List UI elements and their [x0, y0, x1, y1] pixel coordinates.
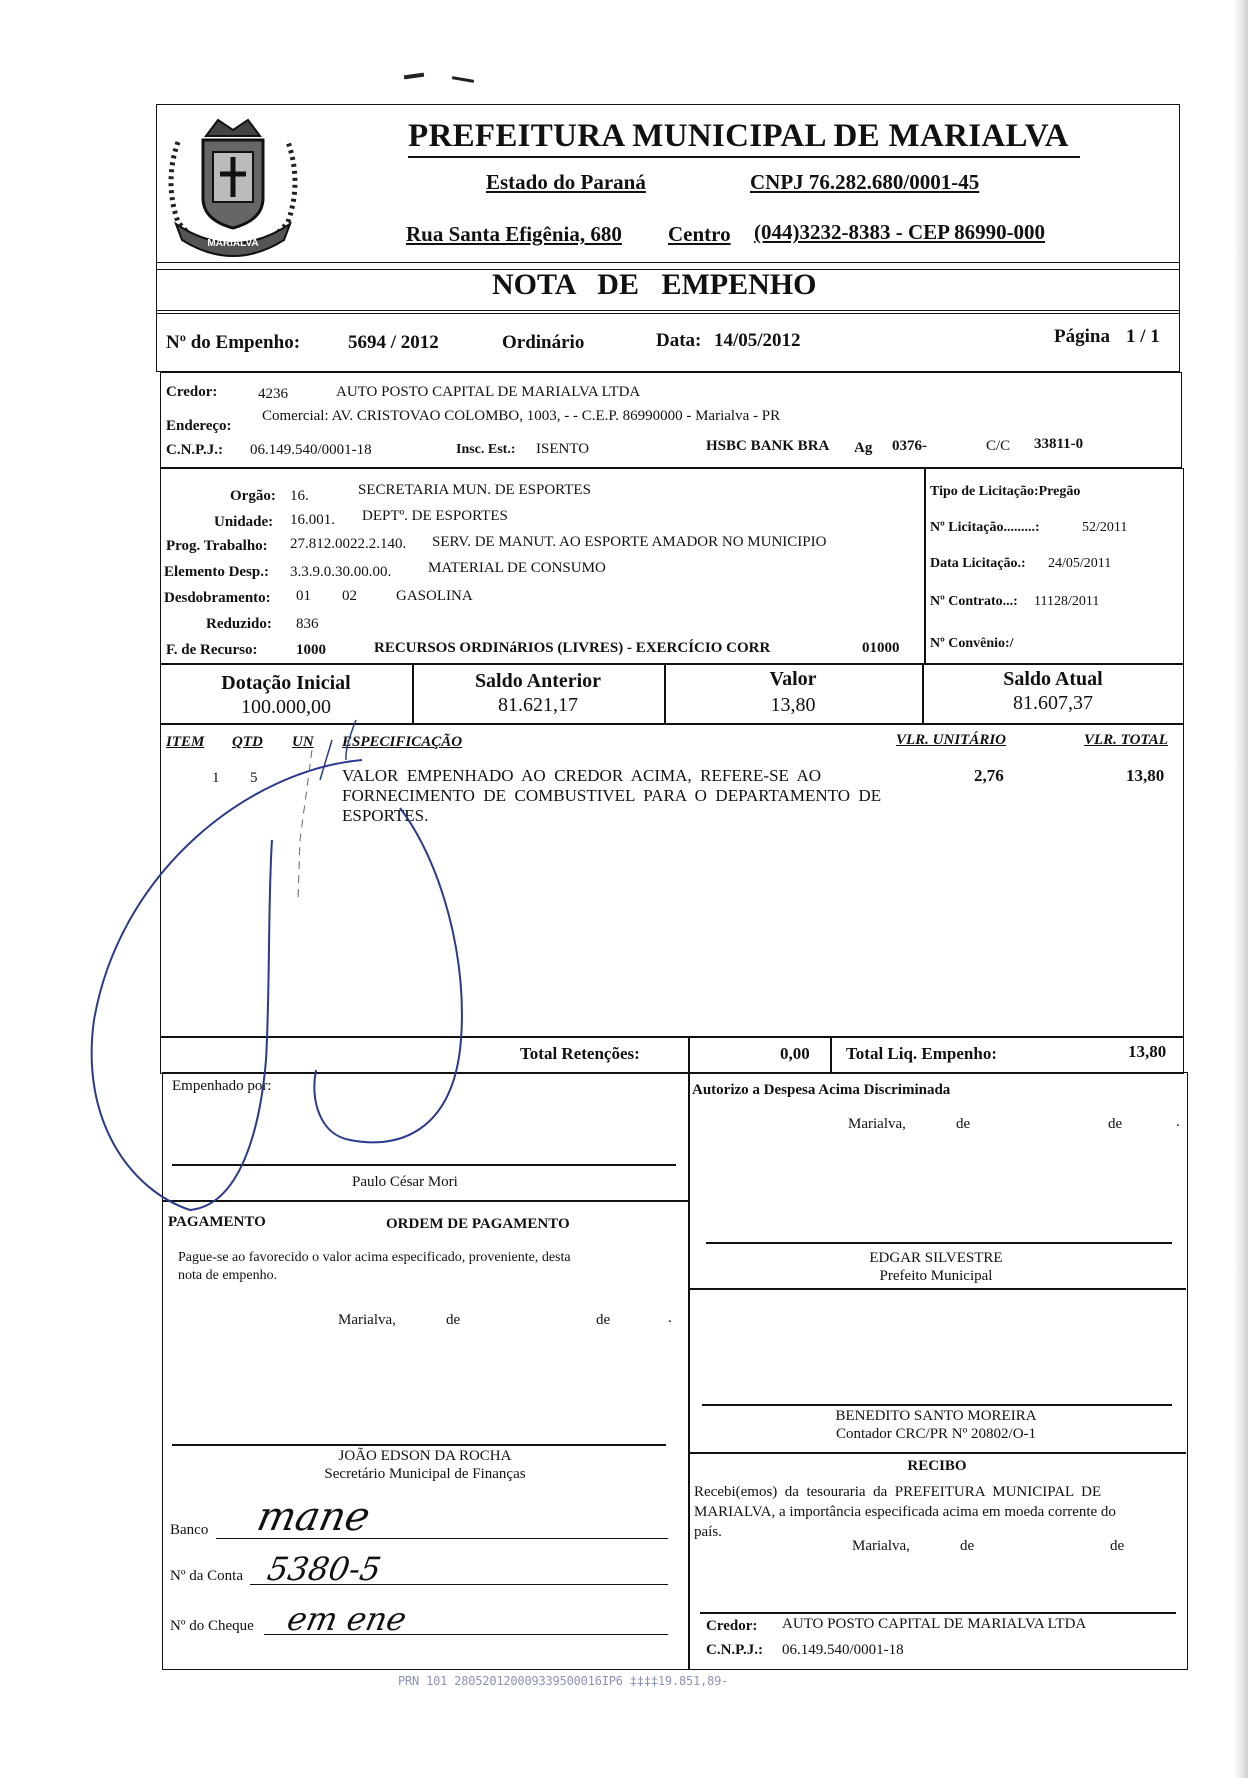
- saldo-atual-label: Saldo Atual: [1003, 668, 1103, 690]
- banco-label: Banco: [170, 1522, 209, 1538]
- autorizo-city: Marialva,: [848, 1116, 906, 1132]
- data-licitacao-value: 24/05/2011: [1048, 556, 1112, 571]
- unidade-label: Unidade:: [214, 514, 274, 530]
- banco-handwritten: mane: [253, 1494, 375, 1540]
- contador-role: Contador CRC/PR Nº 20802/O-1: [835, 1426, 1037, 1442]
- prefeito-role: Prefeito Municipal: [879, 1268, 993, 1284]
- recibo-de-2: de: [1110, 1538, 1125, 1554]
- cheque-handwritten: em ene: [283, 1600, 410, 1638]
- recibo-credor-label: Credor:: [706, 1618, 758, 1634]
- signature-line: [172, 1164, 676, 1166]
- signature-line: [706, 1242, 1172, 1244]
- orgao-name: SECRETARIA MUN. DE ESPORTES: [358, 482, 591, 498]
- pagamento-text-1: Pague-se ao favorecido o valor acima especificado, proveniente, desta: [178, 1250, 571, 1265]
- prog-code: 27.812.0022.2.140.: [290, 536, 407, 552]
- prefeito-name: EDGAR SILVESTRE: [869, 1250, 1003, 1266]
- recurso-num: 01000: [862, 640, 900, 656]
- pagamento-de-1: de: [446, 1312, 461, 1328]
- total-retencoes-value: 0,00: [780, 1044, 810, 1063]
- convenio: Nº Convênio:/: [930, 636, 1014, 651]
- num-licitacao-value: 52/2011: [1082, 520, 1128, 535]
- recurso-name: RECURSOS ORDINáRIOS (LIVRES) - EXERCÍCIO CORR: [374, 640, 771, 656]
- dotacao-inicial-label: Dotação Inicial: [221, 672, 351, 694]
- recibo-text-1: Recebi(emos) da tesouraria da PREFEITURA MUNICIPAL DE: [694, 1484, 1102, 1500]
- saldo-anterior-label: Saldo Anterior: [474, 670, 602, 692]
- endereco-value: Comercial: AV. CRISTOVAO COLOMBO, 1003, - - C.E.P. 86990000 - Marialva - PR: [262, 408, 781, 424]
- licitacao-divider: [924, 468, 926, 664]
- conta-handwritten: 5380-5: [264, 1550, 384, 1588]
- saldo-atual-value: 81.607,37: [1013, 692, 1093, 714]
- ordem-pagamento-title: ORDEM DE PAGAMENTO: [386, 1216, 570, 1232]
- signature-line: [702, 1404, 1172, 1406]
- desdobramento-name: GASOLINA: [396, 588, 473, 604]
- footer-stamp: PRN 101 280520120009339500016IP6 ‡‡‡‡19.851,89-: [398, 1674, 729, 1688]
- orgao-code: 16.: [290, 488, 309, 504]
- credor-label: Credor:: [166, 384, 218, 400]
- elemento-name: MATERIAL DE CONSUMO: [428, 560, 606, 576]
- date-label: Data:: [656, 330, 702, 351]
- scan-mark: [404, 73, 424, 80]
- recibo-credor-value: AUTO POSTO CAPITAL DE MARIALVA LTDA: [782, 1616, 1087, 1632]
- contador-name: BENEDITO SANTO MOREIRA: [835, 1408, 1037, 1424]
- header-district: Centro: [668, 222, 731, 246]
- num-licitacao-label: Nº Licitação.........:: [930, 520, 1040, 535]
- bank-ag-label: Ag: [854, 440, 873, 456]
- insc-value: ISENTO: [536, 441, 590, 457]
- desdobramento-label: Desdobramento:: [164, 590, 271, 606]
- orgao-label: Orgão:: [230, 488, 276, 504]
- empenho-value: 5694 / 2012: [348, 332, 439, 353]
- prog-label: Prog. Trabalho:: [166, 538, 268, 554]
- page-value: 1 / 1: [1126, 326, 1160, 347]
- secretario-role: Secretário Municipal de Finanças: [324, 1466, 526, 1482]
- desdobramento-1: 01: [296, 588, 311, 604]
- tipo-licitacao: Tipo de Licitação:Pregão: [930, 484, 1081, 499]
- contrato-value: 11128/2011: [1034, 594, 1100, 609]
- header-title: PREFEITURA MUNICIPAL DE MARIALVA: [408, 118, 1069, 154]
- header-phone-cep: (044)3232-8383 - CEP 86990-000: [754, 220, 1046, 244]
- col-un: UN: [292, 734, 314, 750]
- signature-line: [700, 1612, 1176, 1614]
- autorizo-label: Autorizo a Despesa Acima Discriminada: [692, 1082, 951, 1098]
- date-value: 14/05/2012: [714, 330, 801, 351]
- recibo-city: Marialva,: [852, 1538, 910, 1554]
- header-state: Estado do Paraná: [486, 170, 646, 194]
- elemento-label: Elemento Desp.:: [164, 564, 269, 580]
- saldo-anterior-value: 81.621,17: [498, 694, 578, 716]
- elemento-code: 3.3.9.0.30.00.00.: [290, 564, 392, 580]
- doc-title: NOTA DE EMPENHO: [492, 268, 817, 301]
- scan-edge: [1234, 0, 1248, 1778]
- pagamento-text-2: nota de empenho.: [178, 1268, 278, 1283]
- autorizo-de-1: de: [956, 1116, 971, 1132]
- empenho-type: Ordinário: [502, 332, 585, 353]
- totals-divider: [688, 1036, 690, 1074]
- totals-box: [160, 1036, 1184, 1074]
- col-total: VLR. TOTAL: [1084, 732, 1168, 748]
- recibo-title: RECIBO: [907, 1458, 967, 1474]
- empenho-label: Nº do Empenho:: [166, 332, 301, 353]
- credor-cnpj-label: C.N.P.J.:: [166, 442, 223, 458]
- recurso-code: 1000: [296, 642, 326, 658]
- insc-label: Insc. Est.:: [456, 442, 516, 457]
- header-cnpj: CNPJ 76.282.680/0001-45: [750, 170, 980, 194]
- row-espec-line-1: VALOR EMPENHADO AO CREDOR ACIMA, REFERE-SE AO: [342, 766, 822, 785]
- col-espec: ESPECIFICAÇÃO: [342, 734, 463, 750]
- row-qtd: 5: [250, 770, 258, 786]
- valor-value: 13,80: [770, 694, 816, 716]
- secretario-name: JOÃO EDSON DA ROCHA: [338, 1448, 512, 1464]
- scan-mark: [452, 76, 474, 83]
- data-licitacao-label: Data Licitação.:: [930, 556, 1026, 571]
- reduzido-label: Reduzido:: [206, 616, 272, 632]
- autorizo-dot: .: [1176, 1114, 1180, 1130]
- bank-ag-value: 0376-: [892, 438, 927, 454]
- recibo-text-3: país.: [694, 1524, 722, 1540]
- recurso-label: F. de Recurso:: [166, 642, 258, 658]
- recibo-text-2: MARIALVA, a importância especificada acima em moeda corrente do: [694, 1504, 1116, 1520]
- total-liq-label: Total Liq. Empenho:: [846, 1044, 997, 1063]
- prog-name: SERV. DE MANUT. AO ESPORTE AMADOR NO MUNICIPIO: [432, 534, 827, 550]
- unidade-name: DEPTº. DE ESPORTES: [362, 508, 508, 524]
- title-underline: [408, 156, 1080, 158]
- pagamento-city: Marialva,: [338, 1312, 396, 1328]
- empenhado-name: Paulo César Mori: [352, 1174, 458, 1190]
- lower-divider: [688, 1072, 690, 1670]
- section-line: [162, 1200, 688, 1202]
- valor-label: Valor: [769, 668, 817, 690]
- pagamento-label: PAGAMENTO: [168, 1214, 266, 1230]
- autorizo-de-2: de: [1108, 1116, 1123, 1132]
- recibo-de-1: de: [960, 1538, 975, 1554]
- conta-label: Nº da Conta: [170, 1568, 243, 1584]
- col-unit: VLR. UNITÁRIO: [896, 732, 1007, 748]
- coat-of-arms-icon: [158, 112, 308, 264]
- empenhado-label: Empenhado por:: [172, 1078, 272, 1094]
- col-qtd: QTD: [232, 734, 263, 750]
- unidade-code: 16.001.: [290, 512, 335, 528]
- contrato-label: Nº Contrato...:: [930, 594, 1018, 609]
- desdobramento-2: 02: [342, 588, 357, 604]
- bank-cc-label: C/C: [986, 438, 1011, 454]
- header-street: Rua Santa Efigênia, 680: [406, 222, 622, 246]
- section-line: [688, 1288, 1186, 1290]
- section-line: [688, 1452, 1186, 1454]
- row-unit-value: 2,76: [974, 766, 1004, 785]
- page-label: Página: [1054, 326, 1110, 347]
- pagamento-dot: .: [668, 1310, 672, 1326]
- row-total-value: 13,80: [1126, 766, 1165, 785]
- credor-code: 4236: [258, 386, 288, 402]
- endereco-label: Endereço:: [166, 418, 232, 434]
- recibo-cnpj-label: C.N.P.J.:: [706, 1642, 763, 1658]
- recibo-cnpj-value: 06.149.540/0001-18: [782, 1642, 904, 1658]
- col-item: ITEM: [166, 734, 205, 750]
- credor-cnpj-value: 06.149.540/0001-18: [250, 442, 372, 458]
- row-espec-line-2: FORNECIMENTO DE COMBUSTIVEL PARA O DEPARTAMENTO DE: [342, 786, 882, 805]
- svg-text:MARIALVA: MARIALVA: [207, 238, 259, 249]
- bank-name: HSBC BANK BRA: [706, 438, 830, 454]
- total-liq-value: 13,80: [1128, 1042, 1167, 1061]
- dotacao-inicial-value: 100.000,00: [241, 696, 331, 718]
- credor-name: AUTO POSTO CAPITAL DE MARIALVA LTDA: [336, 384, 641, 400]
- signature-line: [172, 1444, 666, 1446]
- total-retencoes-label: Total Retenções:: [520, 1044, 640, 1063]
- row-item: 1: [212, 770, 220, 786]
- cheque-label: Nº do Cheque: [170, 1618, 254, 1634]
- pagamento-de-2: de: [596, 1312, 611, 1328]
- bank-cc-value: 33811-0: [1034, 436, 1084, 452]
- row-espec-line-3: ESPORTES.: [342, 806, 429, 825]
- totals-divider: [830, 1036, 832, 1074]
- reduzido-value: 836: [296, 616, 319, 632]
